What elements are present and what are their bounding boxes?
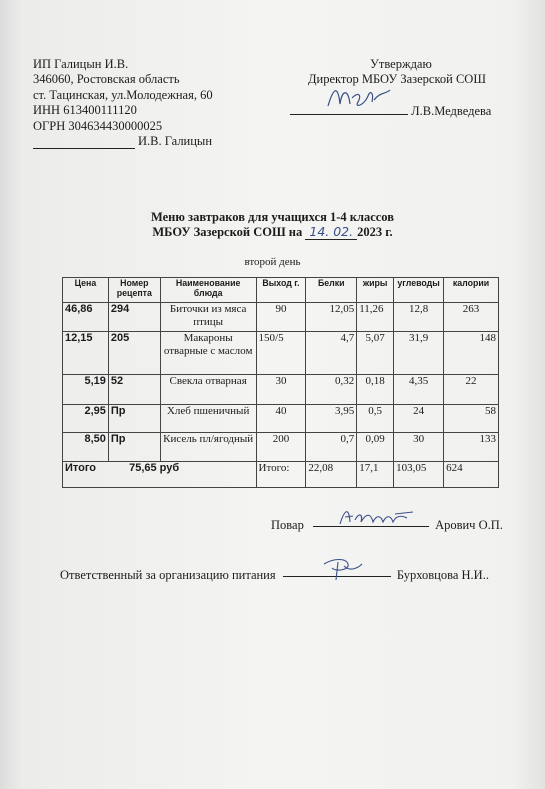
org-address-line2: ст. Тацинская, ул.Молодежная, 60 [33,87,213,102]
handwritten-date: 14. 02. [305,225,357,241]
cell-recipe: 52 [108,375,160,405]
cell-fat: 0,09 [357,433,394,462]
total-kcal: 624 [444,462,499,488]
total-protein: 22,08 [306,462,357,488]
cell-yield: 90 [256,303,306,332]
cell-carbs: 4,35 [394,375,444,405]
cell-kcal: 148 [444,332,499,375]
cell-protein: 4,7 [306,332,357,375]
cell-dish: Биточки из мяса птицы [160,303,256,332]
cell-dish: Свекла отварная [160,375,256,405]
header-yield: Выход г. [256,278,306,303]
title-line2 [0,225,545,241]
total-amount: 75,65 руб [129,462,180,474]
signature-blank [33,148,135,149]
cell-kcal: 58 [444,405,499,433]
header-protein: Белки [306,278,357,303]
table-row [63,433,499,462]
cell-yield: 40 [256,405,306,433]
responsible-signature-icon [318,556,366,582]
cell-kcal: 263 [444,303,499,332]
organization-details [33,57,213,149]
cell-price: 5,19 [63,375,109,405]
cell-yield: 30 [256,375,306,405]
approver-position: Директор МБОУ Зазерской СОШ [308,72,486,87]
cell-protein: 0,32 [306,375,357,405]
director-signature-icon [324,82,394,112]
cell-protein: 12,05 [306,303,357,332]
header-recipe: Номер рецепта [108,278,160,303]
responsible-role: Ответственный за организацию питания [60,568,276,582]
title-line1: Меню завтраков для учащихся 1-4 классов [150,210,394,224]
total-row [63,462,499,488]
year: 2023 г. [357,224,393,239]
table-row [63,405,499,433]
cell-carbs: 30 [394,433,444,462]
cell-fat: 5,07 [357,332,394,375]
cell-recipe: 205 [108,332,160,375]
cell-carbs: 31,9 [394,332,444,375]
cell-yield: 200 [256,433,306,462]
cell-carbs: 12,8 [394,303,444,332]
table-row [63,375,499,405]
header-kcal: калории [444,278,499,303]
table-header-row [63,278,499,303]
cell-kcal: 133 [444,433,499,462]
cook-signature-line [271,518,503,533]
total-cell [63,462,257,488]
cell-recipe: Пр [108,405,160,433]
school-name: МБОУ Зазерской СОШ на [152,224,306,239]
cell-fat: 11,26 [357,303,394,332]
cell-carbs: 24 [394,405,444,433]
header-price: Цена [63,278,109,303]
cell-dish: Хлеб пшеничный [160,405,256,433]
table-row [63,332,499,375]
total-label: Итого [65,462,97,474]
cell-fat: 0,18 [357,375,394,405]
cell-recipe: 294 [108,303,160,332]
cook-name: Арович О.П. [435,518,503,532]
header-carbs: углеводы [394,278,444,303]
total-carbs: 103,05 [394,462,444,488]
org-address-line1: 346060, Ростовская область [33,72,180,87]
day-label: второй день [244,256,301,268]
cell-yield: 150/5 [256,332,306,375]
cell-price: 2,95 [63,405,109,433]
header-dish: Наименование блюда [160,278,256,303]
cook-signature-icon [337,504,417,530]
cell-price: 12,15 [63,332,109,375]
cell-protein: 0,7 [306,433,357,462]
cell-dish: Макароны отварные с маслом [160,332,256,375]
cell-price: 46,86 [63,303,109,332]
cell-kcal: 22 [444,375,499,405]
cell-protein: 3,95 [306,405,357,433]
responsible-signature-line [60,568,489,583]
org-signature-line [33,134,213,149]
approver-name: Л.В.Медведева [411,103,492,118]
approver-signature-line [290,104,491,119]
cell-dish: Кисель пл/ягодный [160,433,256,462]
total-fat: 17,1 [357,462,394,488]
approve-label: Утверждаю [370,57,432,71]
menu-table [62,277,499,488]
responsible-name: Бурховцова Н.И.. [396,568,489,582]
header-fat: жиры [357,278,394,303]
cell-price: 8,50 [63,433,109,462]
menu-title [0,210,545,240]
cell-recipe: Пр [108,433,160,462]
org-inn: ИНН 613400111120 [33,103,137,118]
org-ogrn: ОГРН 304634430000025 [33,118,163,133]
approval-block [290,57,491,119]
signature-blank [290,114,408,115]
table-row [63,303,499,332]
cook-role: Повар [271,518,304,532]
org-name: ИП Галицын И.В. [33,57,129,71]
cell-fat: 0,5 [357,405,394,433]
total-label2: Итого: [256,462,306,488]
org-signer-name: И.В. Галицын [138,134,213,149]
